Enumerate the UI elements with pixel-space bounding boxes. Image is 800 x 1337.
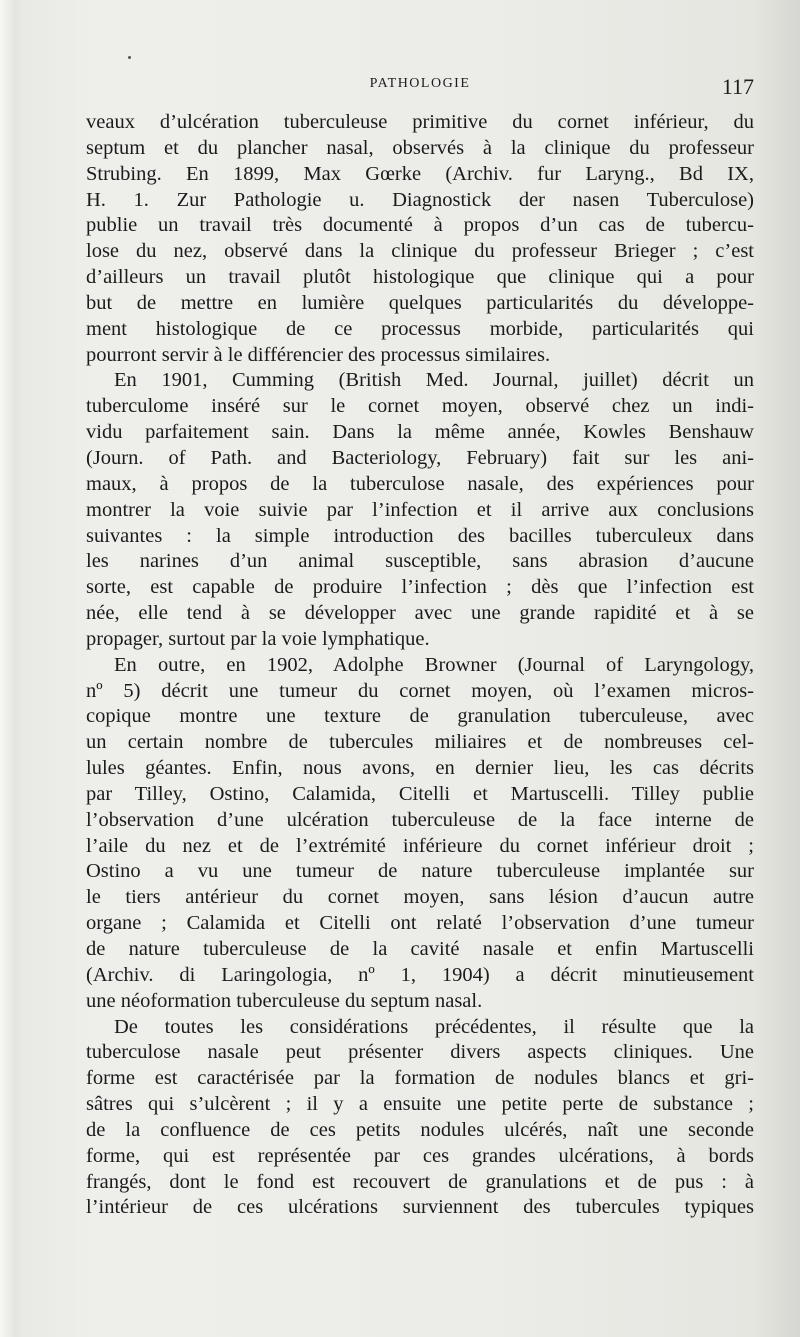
text-line: l’observation d’une ulcération tuberculeuse de la face interne de (86, 808, 754, 831)
text-line: (Journ. of Path. and Bacteriology, February) fait sur les ani- (86, 446, 754, 469)
text-line: l’aile du nez et de l’extrémité inférieure du cornet inférieur droit ; (86, 834, 754, 857)
text-line: tuberculose nasale peut présenter divers aspects cliniques. Une (86, 1041, 754, 1064)
text-line: En outre, en 1902, Adolphe Browner (Journal of Laryngology, (114, 653, 754, 676)
text-line: vidu parfaitement sain. Dans la même année, Kowles Benshauw (86, 421, 754, 444)
page-number: 117 (721, 74, 754, 99)
text-line: lose du nez, observé dans la clinique du professeur Brieger ; c’est (86, 240, 754, 263)
text-line: sorte, est capable de produire l’infection ; dès que l’infection est (86, 576, 754, 599)
running-head-title: PATHOLOGIE (369, 76, 471, 91)
text-line: organe ; Calamida et Citelli ont relaté l’observation d’une tumeur (86, 912, 754, 935)
text-line: (Archiv. di Laringologia, nº 1, 1904) a décrit minutieusement (86, 963, 754, 986)
text-line: maux, à propos de la tuberculose nasale, des expériences pour (86, 472, 754, 495)
text-line: de la confluence de ces petits nodules ulcérés, naît une seconde (86, 1118, 754, 1141)
text-line: née, elle tend à se développer avec une grande rapidité et à se (86, 602, 754, 625)
text-line: d’ailleurs un travail plutôt histologique que clinique qui a pour (86, 266, 754, 289)
text-line: publie un travail très documenté à propos d’un cas de tubercu- (86, 214, 754, 237)
running-head (86, 74, 754, 102)
text-line: but de mettre en lumière quelques particularités du développe- (86, 291, 754, 314)
body-text (86, 110, 754, 1221)
text-line: sâtres qui s’ulcèrent ; il y a ensuite une petite perte de substance ; (86, 1093, 754, 1116)
text-line: frangés, dont le fond est recouvert de granulations et de pus : à (86, 1170, 754, 1193)
text-line: De toutes les considérations précédentes, il résulte que la (114, 1015, 754, 1038)
text-line: H. 1. Zur Pathologie u. Diagnostick der nasen Tuberculose) (86, 188, 754, 211)
text-line: En 1901, Cumming (British Med. Journal, juillet) décrit un (114, 369, 754, 392)
text-line: l’intérieur de ces ulcérations surviennent des tubercules typiques (86, 1196, 754, 1219)
text-line: forme, qui est représentée par ces grandes ulcérations, à bords (86, 1144, 754, 1167)
text-line: de nature tuberculeuse de la cavité nasale et enfin Martuscelli (86, 938, 754, 960)
text-line: un certain nombre de tubercules miliaires et de nombreuses cel- (86, 731, 754, 754)
text-line: propager, surtout par la voie lymphatique. (86, 627, 430, 650)
text-line: le tiers antérieur du cornet moyen, sans lésion d’aucun autre (86, 886, 754, 909)
text-line: lules géantes. Enfin, nous avons, en dernier lieu, les cas décrits (86, 757, 754, 780)
text-line: par Tilley, Ostino, Calamida, Citelli et Martuscelli. Tilley publie (86, 782, 754, 805)
text-line: septum et du plancher nasal, observés à la clinique du professeur (86, 136, 754, 159)
text-line: Ostino a vu une tumeur de nature tuberculeuse implantée sur (86, 860, 754, 883)
page-edge-shadow (0, 0, 16, 1337)
text-line: copique montre une texture de granulation tuberculeuse, avec (86, 705, 754, 728)
text-line: Strubing. En 1899, Max Gœrke (Archiv. fur Laryng., Bd IX, (86, 162, 754, 185)
text-line: veaux d’ulcération tuberculeuse primitive du cornet inférieur, du (86, 111, 754, 133)
text-line: nº 5) décrit une tumeur du cornet moyen, où l’examen micros- (86, 679, 754, 702)
text-line: une néoformation tuberculeuse du septum nasal. (86, 989, 483, 1012)
text-line: tuberculome inséré sur le cornet moyen, observé chez un indi- (86, 395, 754, 418)
text-line: ment histologique de ce processus morbide, particularités qui (86, 317, 754, 340)
text-line: suivantes : la simple introduction des bacilles tuberculeux dans (86, 524, 754, 547)
ink-speck (128, 56, 131, 59)
text-line: pourront servir à le différencier des processus similaires. (86, 343, 551, 366)
text-line: forme est caractérisée par la formation de nodules blancs et gri- (86, 1067, 754, 1090)
text-line: montrer la voie suivie par l’infection et il arrive aux conclusions (86, 498, 754, 521)
text-line: les narines d’un animal susceptible, sans abrasion d’aucune (86, 550, 754, 573)
